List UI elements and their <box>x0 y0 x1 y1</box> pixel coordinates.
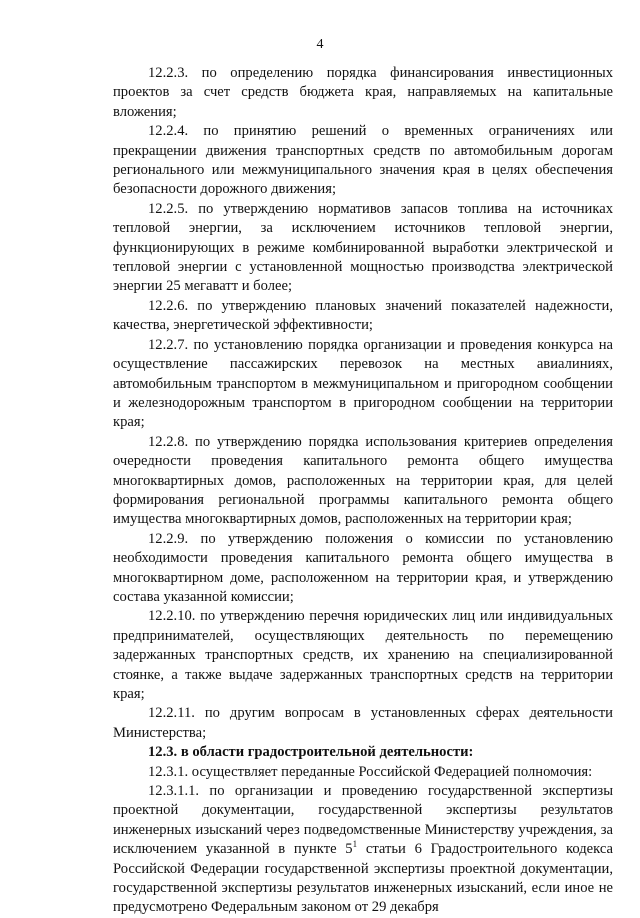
paragraph-12-2-4: 12.2.4. по принятию решений о временных ограничениях или прекращении движения транспортных средств по автомобильным дорогам регионального или межмуниципального значения края в целях обеспечения безопасности дорожного движения; <box>113 123 613 198</box>
document-body <box>113 64 613 918</box>
section-heading-12-3: 12.3. в области градостроительной деятельности: <box>148 744 474 761</box>
paragraph-12-2-6: 12.2.6. по утверждению плановых значений показателей надежности, качества, энергетической эффективности; <box>113 297 613 334</box>
paragraph-12-2-8: 12.2.8. по утверждению порядка использования критериев определения очередности проведения капитального ремонта общего имущества многоквартирных домов, расположенных на территории края, для целей формирования региональной программы капитального ремонта общего имущества многоквартирных домов, расположенных на территории края; <box>113 433 613 528</box>
paragraph-12-2-10: 12.2.10. по утверждению перечня юридических лиц или индивидуальных предпринимателей, осуществляющих деятельность по перемещению задержанных транспортных средств, их хранению на специализированной стоянке, а также выдаче задержанных транспортных средств на территории края; <box>113 608 613 702</box>
paragraph-12-2-5: 12.2.5. по утверждению нормативов запасов топлива на источниках тепловой энергии, за исключением источников тепловой энергии, функционирующих в режиме комбинированной выработки электрической и тепловой энергии с установленной мощностью производства электрической энергии 25 мегаватт и более; <box>113 200 613 295</box>
paragraph-12-2-3: 12.2.3. по определению порядка финансирования инвестиционных проектов за счет средств бюджета края, направляемых на капитальные вложения; <box>113 65 613 120</box>
paragraph-12-2-7: 12.2.7. по установлению порядка организации и проведения конкурса на осуществление пассажирских перевозок на местных авиалиниях, автомобильным транспортом в межмуниципальном и пригородном сообщении и железнодорожным транспортом в пригородном сообщении на территории края; <box>113 336 613 431</box>
paragraph-12-2-11: 12.2.11. по другим вопросам в установленных сферах деятельности Министерства; <box>113 705 613 741</box>
page-number: 4 <box>316 37 324 52</box>
paragraph-12-3-1-1-text-end: статьи 6 Градостроительного кодекса Российской Федерации государственной экспертизы проектной документации, государственной экспертизы результатов инженерных изысканий, если иное не предусмотрено Федеральным законом от 29 декабря <box>113 841 613 916</box>
paragraph-12-3-1: 12.3.1. осуществляет переданные Российской Федерацией полномочия: <box>148 763 593 780</box>
paragraph-12-3-1-1-text-start: 12.3.1.1. по организации и проведению государственной экспертизы проектной документации, государственной экспертизы результатов инженерных изысканий через подведомственные Министерству учреждения, за исключением указанной в пункте 5 <box>113 783 613 858</box>
footnote-superscript: 1 <box>352 839 358 850</box>
paragraph-12-3-1-1 <box>113 782 613 918</box>
paragraph-12-2-9: 12.2.9. по утверждению положения о комиссии по установлению необходимости проведения капитального ремонта общего имущества в многоквартирном доме, расположенном на территории края, и утверждению состава указанной комиссии; <box>113 530 613 605</box>
